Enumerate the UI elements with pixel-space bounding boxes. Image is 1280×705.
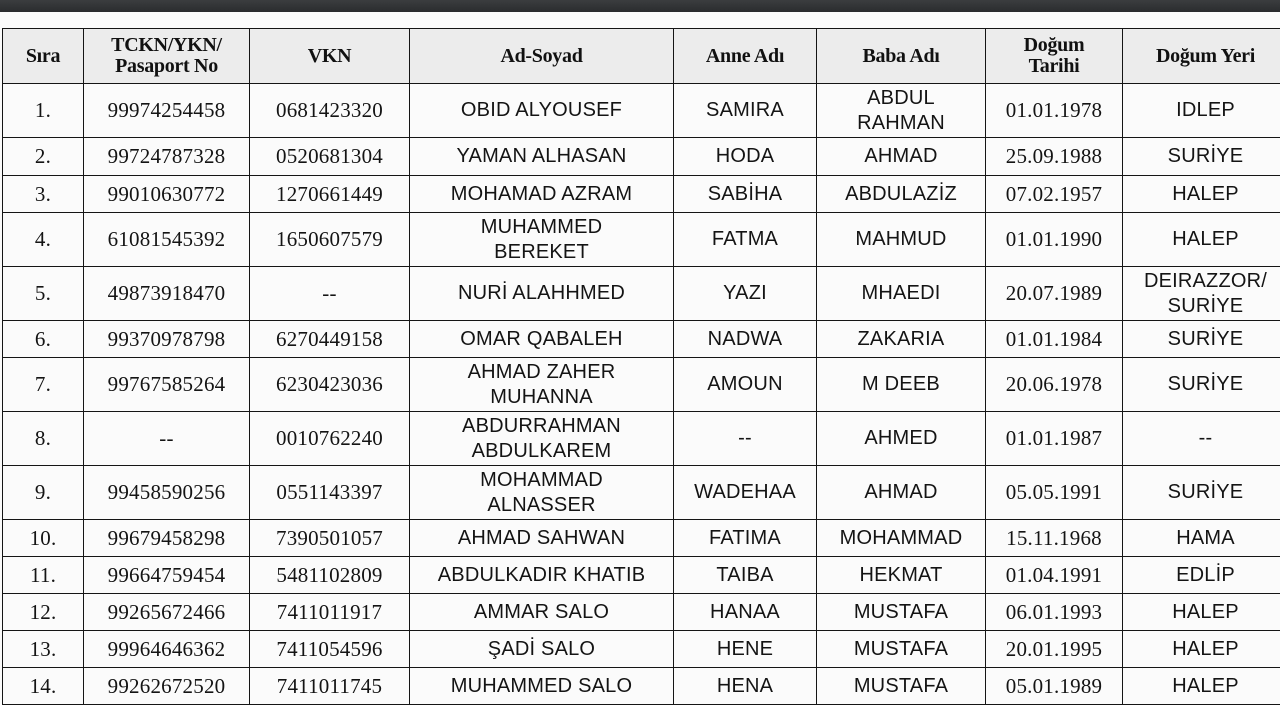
- cell-ad-soyad: YAMAN ALHASAN: [410, 138, 674, 176]
- cell-vkn: 0551143397: [250, 466, 410, 520]
- cell-ad-soyad: OMAR QABALEH: [410, 321, 674, 358]
- table-row: [3, 358, 1280, 412]
- cell-anne-adi: HENA: [674, 668, 817, 705]
- cell-sira: 12.: [3, 594, 84, 631]
- table-row: [3, 557, 1280, 594]
- cell-baba-adi: AHMAD: [817, 138, 986, 176]
- cell-baba-adi: ZAKARIA: [817, 321, 986, 358]
- table-row: [3, 594, 1280, 631]
- cell-tckn: 99664759454: [84, 557, 250, 594]
- cell-tckn: 99262672520: [84, 668, 250, 705]
- cell-anne-adi: HENE: [674, 631, 817, 668]
- cell-dogum-yeri: SURİYE: [1123, 466, 1280, 520]
- cell-baba-adi: HEKMAT: [817, 557, 986, 594]
- cell-tckn: 99370978798: [84, 321, 250, 358]
- header-dogum-tarihi: Doğum Tarihi: [986, 29, 1123, 84]
- table-row: [3, 668, 1280, 705]
- cell-baba-adi: AHMAD: [817, 466, 986, 520]
- table-row: [3, 412, 1280, 466]
- cell-baba-adi: MUSTAFA: [817, 594, 986, 631]
- header-baba-adi: Baba Adı: [817, 29, 986, 84]
- cell-vkn: 7390501057: [250, 520, 410, 557]
- cell-dogum-yeri: HALEP: [1123, 176, 1280, 213]
- cell-vkn: 1650607579: [250, 213, 410, 267]
- cell-dogum-yeri: --: [1123, 412, 1280, 466]
- cell-ad-soyad: MOHAMMAD ALNASSER: [410, 466, 674, 520]
- cell-dogum-yeri: SURİYE: [1123, 321, 1280, 358]
- cell-baba-adi: M DEEB: [817, 358, 986, 412]
- table-header-row: [3, 29, 1280, 84]
- cell-tckn: 49873918470: [84, 267, 250, 321]
- cell-vkn: 7411011917: [250, 594, 410, 631]
- cell-sira: 14.: [3, 668, 84, 705]
- cell-anne-adi: AMOUN: [674, 358, 817, 412]
- cell-dogum-yeri: HAMA: [1123, 520, 1280, 557]
- cell-ad-soyad: ŞADİ SALO: [410, 631, 674, 668]
- persons-table: [2, 28, 1280, 705]
- cell-dogum-tarihi: 01.01.1990: [986, 213, 1123, 267]
- cell-sira: 6.: [3, 321, 84, 358]
- cell-dogum-tarihi: 20.01.1995: [986, 631, 1123, 668]
- cell-tckn: 99724787328: [84, 138, 250, 176]
- cell-sira: 4.: [3, 213, 84, 267]
- cell-dogum-tarihi: 25.09.1988: [986, 138, 1123, 176]
- cell-baba-adi: MHAEDI: [817, 267, 986, 321]
- cell-tckn: 99010630772: [84, 176, 250, 213]
- cell-sira: 11.: [3, 557, 84, 594]
- cell-tckn: 99964646362: [84, 631, 250, 668]
- cell-sira: 9.: [3, 466, 84, 520]
- cell-anne-adi: FATIMA: [674, 520, 817, 557]
- cell-baba-adi: ABDUL RAHMAN: [817, 84, 986, 138]
- cell-dogum-yeri: IDLEP: [1123, 84, 1280, 138]
- cell-tckn: --: [84, 412, 250, 466]
- header-ad-soyad: Ad-Soyad: [410, 29, 674, 84]
- cell-anne-adi: HODA: [674, 138, 817, 176]
- cell-ad-soyad: MOHAMAD AZRAM: [410, 176, 674, 213]
- cell-dogum-tarihi: 20.07.1989: [986, 267, 1123, 321]
- header-dogum-yeri: Doğum Yeri: [1123, 29, 1280, 84]
- cell-dogum-yeri: SURİYE: [1123, 138, 1280, 176]
- cell-dogum-tarihi: 07.02.1957: [986, 176, 1123, 213]
- header-sira: Sıra: [3, 29, 84, 84]
- cell-dogum-yeri: HALEP: [1123, 668, 1280, 705]
- cell-vkn: 7411054596: [250, 631, 410, 668]
- cell-vkn: 5481102809: [250, 557, 410, 594]
- cell-anne-adi: FATMA: [674, 213, 817, 267]
- cell-ad-soyad: AMMAR SALO: [410, 594, 674, 631]
- table-body: [3, 84, 1280, 705]
- cell-vkn: 6230423036: [250, 358, 410, 412]
- cell-tckn: 99767585264: [84, 358, 250, 412]
- cell-anne-adi: YAZI: [674, 267, 817, 321]
- cell-dogum-tarihi: 05.05.1991: [986, 466, 1123, 520]
- cell-ad-soyad: MUHAMMED BEREKET: [410, 213, 674, 267]
- cell-vkn: 0681423320: [250, 84, 410, 138]
- cell-dogum-tarihi: 01.01.1987: [986, 412, 1123, 466]
- cell-dogum-tarihi: 01.04.1991: [986, 557, 1123, 594]
- cell-sira: 7.: [3, 358, 84, 412]
- cell-dogum-tarihi: 15.11.1968: [986, 520, 1123, 557]
- cell-dogum-tarihi: 01.01.1984: [986, 321, 1123, 358]
- table-row: [3, 466, 1280, 520]
- cell-sira: 2.: [3, 138, 84, 176]
- cell-anne-adi: --: [674, 412, 817, 466]
- table-row: [3, 176, 1280, 213]
- header-tckn: TCKN/YKN/ Pasaport No: [84, 29, 250, 84]
- cell-ad-soyad: MUHAMMED SALO: [410, 668, 674, 705]
- cell-vkn: 0520681304: [250, 138, 410, 176]
- cell-anne-adi: SAMIRA: [674, 84, 817, 138]
- window-top-bar: [0, 0, 1280, 12]
- cell-dogum-tarihi: 06.01.1993: [986, 594, 1123, 631]
- cell-anne-adi: WADEHAA: [674, 466, 817, 520]
- cell-baba-adi: MUSTAFA: [817, 668, 986, 705]
- cell-dogum-yeri: DEIRAZZOR/ SURİYE: [1123, 267, 1280, 321]
- cell-tckn: 99974254458: [84, 84, 250, 138]
- cell-tckn: 99265672466: [84, 594, 250, 631]
- cell-baba-adi: MOHAMMAD: [817, 520, 986, 557]
- cell-baba-adi: MAHMUD: [817, 213, 986, 267]
- cell-tckn: 99458590256: [84, 466, 250, 520]
- cell-sira: 10.: [3, 520, 84, 557]
- table-row: [3, 267, 1280, 321]
- cell-dogum-yeri: SURİYE: [1123, 358, 1280, 412]
- cell-vkn: 0010762240: [250, 412, 410, 466]
- cell-ad-soyad: AHMAD ZAHER MUHANNA: [410, 358, 674, 412]
- cell-ad-soyad: ABDURRAHMAN ABDULKAREM: [410, 412, 674, 466]
- cell-ad-soyad: NURİ ALAHHMED: [410, 267, 674, 321]
- table-row: [3, 321, 1280, 358]
- cell-baba-adi: MUSTAFA: [817, 631, 986, 668]
- cell-sira: 13.: [3, 631, 84, 668]
- cell-baba-adi: ABDULAZİZ: [817, 176, 986, 213]
- cell-vkn: 1270661449: [250, 176, 410, 213]
- cell-vkn: --: [250, 267, 410, 321]
- cell-tckn: 61081545392: [84, 213, 250, 267]
- cell-ad-soyad: AHMAD SAHWAN: [410, 520, 674, 557]
- header-vkn: VKN: [250, 29, 410, 84]
- cell-baba-adi: AHMED: [817, 412, 986, 466]
- document-page: [0, 12, 1280, 704]
- cell-vkn: 6270449158: [250, 321, 410, 358]
- cell-sira: 1.: [3, 84, 84, 138]
- table-row: [3, 520, 1280, 557]
- cell-dogum-tarihi: 20.06.1978: [986, 358, 1123, 412]
- cell-anne-adi: SABİHA: [674, 176, 817, 213]
- cell-dogum-yeri: HALEP: [1123, 213, 1280, 267]
- cell-dogum-tarihi: 01.01.1978: [986, 84, 1123, 138]
- cell-anne-adi: NADWA: [674, 321, 817, 358]
- cell-ad-soyad: OBID ALYOUSEF: [410, 84, 674, 138]
- cell-sira: 8.: [3, 412, 84, 466]
- cell-dogum-yeri: HALEP: [1123, 594, 1280, 631]
- table-row: [3, 631, 1280, 668]
- header-anne-adi: Anne Adı: [674, 29, 817, 84]
- cell-dogum-yeri: HALEP: [1123, 631, 1280, 668]
- cell-dogum-tarihi: 05.01.1989: [986, 668, 1123, 705]
- cell-dogum-yeri: EDLİP: [1123, 557, 1280, 594]
- table-row: [3, 138, 1280, 176]
- cell-anne-adi: HANAA: [674, 594, 817, 631]
- table-row: [3, 84, 1280, 138]
- cell-anne-adi: TAIBA: [674, 557, 817, 594]
- table-row: [3, 213, 1280, 267]
- cell-vkn: 7411011745: [250, 668, 410, 705]
- cell-sira: 5.: [3, 267, 84, 321]
- cell-sira: 3.: [3, 176, 84, 213]
- cell-ad-soyad: ABDULKADIR KHATIB: [410, 557, 674, 594]
- cell-tckn: 99679458298: [84, 520, 250, 557]
